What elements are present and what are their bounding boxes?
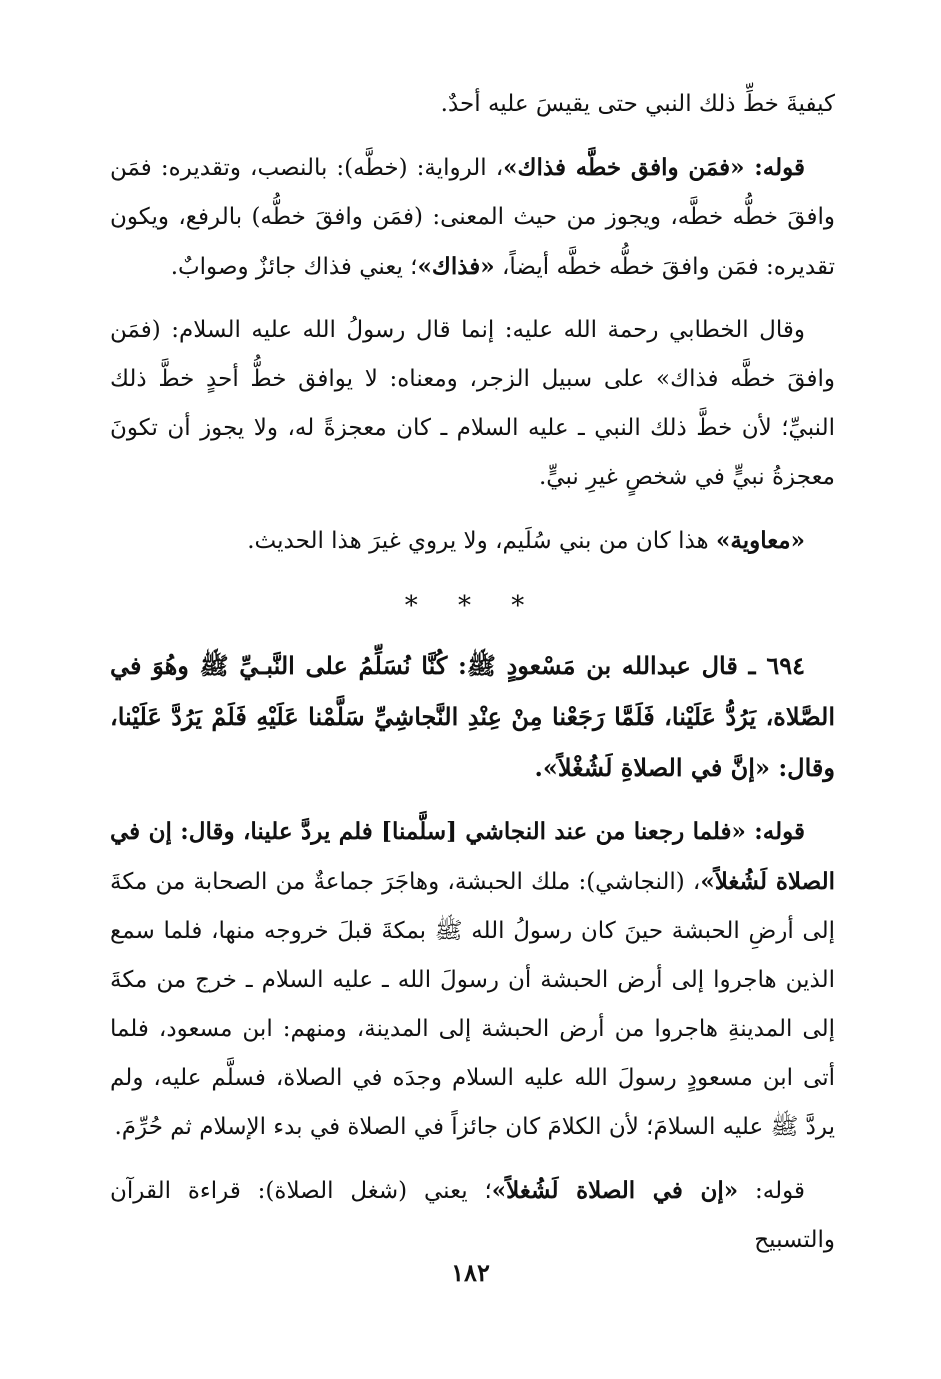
quoted-phrase: «فمَن وافق خطَّه فذاك» [503, 154, 745, 181]
paragraph-text: ؛ يعني فذاك جائزٌ وصوابٌ. [170, 254, 418, 280]
label-qawluhu: قوله: [744, 154, 806, 181]
quoted-name: «معاوية» [715, 527, 805, 554]
paragraph-text: ، الرواية: (خطَّه): بالنصب، وتقديره: فمَن وافقَ خطُّه خطَّه، ويجوز من حيث المعنى: (فمَن وافقَ خطُّه) بالرفع، ويكون تقديره: فمَن وافقَ خطُّه خطَّه أيضاً، [110, 155, 835, 280]
paragraph-text: وقال الخطابي رحمة الله عليه: إنما قال رسولُ الله عليه السلام: (فمَن وافقَ خطَّه فذاك» على سبيل الزجر، ومعناه: لا يوافق خطُّ أحدٍ خطَّ ذلك النبيِّ؛ لأن خطَّ ذلك النبي ـ عليه السلام ـ كان معجزةً له، ولا يجوز أن تكونَ معجزةُ نبيٍّ في شخصٍ غيرِ نبيٍّ. [110, 317, 835, 490]
paragraph-text: ، (النجاشي): ملك الحبشة، وهاجَرَ جماعةٌ من الصحابة من مكةَ إلى أرضِ الحبشة حينَ كان رسولُ الله ﷺ بمكةَ قبلَ خروجه منها، فلما سمع الذين هاجروا إلى أرض الحبشة أن رسولَ الله ـ عليه السلام ـ خرج من مكةَ إلى المدينةِ هاجروا من أرض الحبشة إلى المدينة، ومنهم: ابن مسعود، فلما أتى ابن مسعودٍ رسولَ الله عليه السلام وجدَه في الصلاة، فسلَّم عليه، ولم يردَّ ﷺ عليه السلامَ؛ لأن الكلامَ كان جائزاً في الصلاة في بدء الإسلام ثم حُرِّمَ. [110, 869, 835, 1140]
paragraph-khattabi [110, 306, 835, 502]
quoted-phrase: «فذاك» [417, 253, 495, 280]
hadith-text: ٦٩٤ ـ قال عبدالله بن مَسْعودٍ ﷺ: كُنَّا نُسَلِّمُ على النَّبـيِّ ﷺ وهُوَ في الصَّلاة، يَرُدُّ عَلَيْنا، فَلَمَّا رَجَعْنا مِنْ عِنْدِ النَّجاشِيِّ سَلَّمْنا عَلَيْهِ فَلَمْ يَرُدَّ عَلَيْنا، وقال: «إنَّ في الصلاةِ لَشُغْلاً». [110, 651, 835, 782]
quoted-phrase: «فلما رجعنا من عند النجاشي [سلَّمنا] فلم يردَّ علينا، وقال: إن في الصلاة لَشُغلاً» [110, 818, 835, 895]
paragraph-text: هذا كان من بني سُلَيم، ولا يروي غيرَ هذا الحديث. [247, 528, 716, 554]
paragraph-text: كيفيةَ خطِّ ذلك النبي حتى يقيسَ عليه أحدٌ. [440, 91, 835, 117]
paragraph-continuation [110, 80, 835, 129]
hadith-694 [110, 640, 835, 793]
quoted-phrase: «إن في الصلاة لَشُغلاً» [491, 1177, 739, 1204]
page-number: ١٨٢ [451, 1258, 490, 1287]
paragraph-muawiya [110, 516, 835, 566]
label-qawluhu: قوله: [745, 818, 805, 845]
label-qawluhu: قوله: [738, 1178, 805, 1204]
paragraph-text: ؛ يعني (شغل الصلاة): قراءة القرآن والتسبيح [110, 1178, 835, 1253]
paragraph-khatt-explanation [110, 143, 835, 292]
section-separator: * * * [404, 591, 541, 621]
commentary-najashi [110, 807, 835, 1152]
commentary-shughl [110, 1166, 835, 1265]
page-body [110, 80, 835, 1279]
